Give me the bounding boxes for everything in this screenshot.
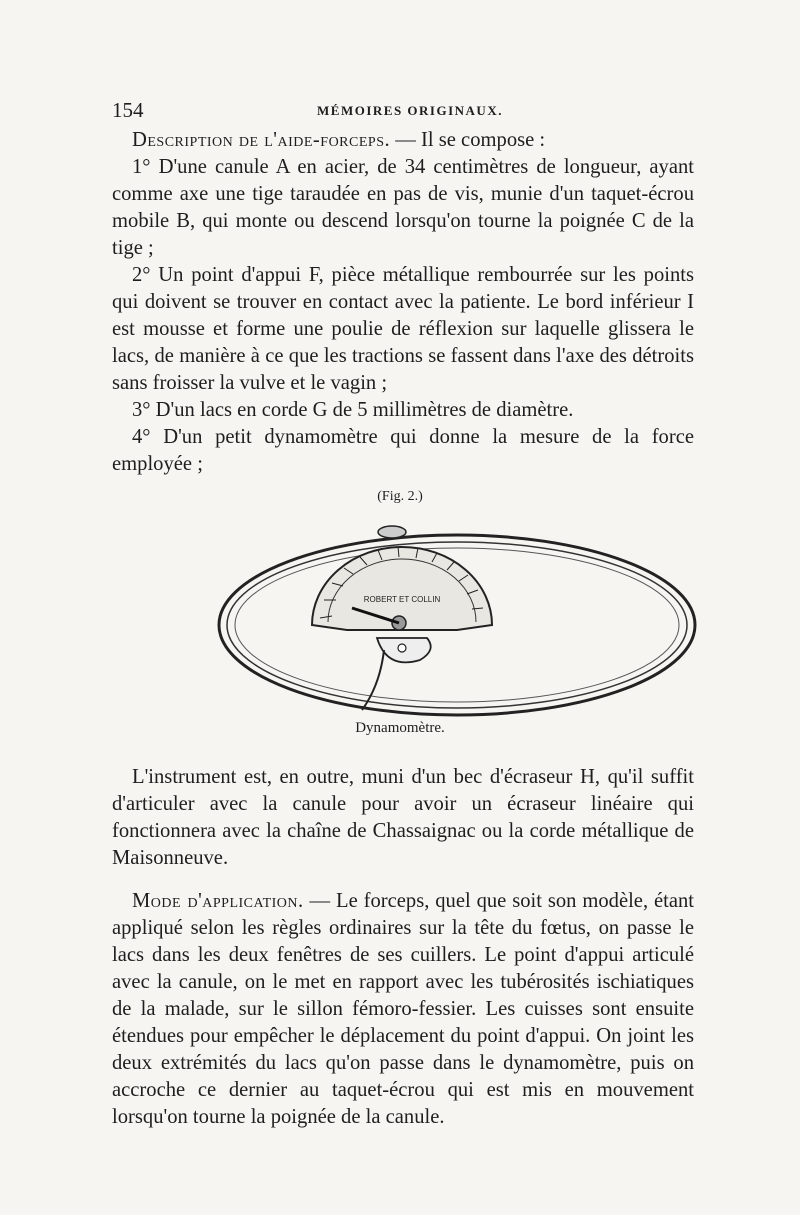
dial-maker-mark: ROBERT ET COLLIN bbox=[363, 595, 441, 604]
dynamometer-drawing bbox=[212, 520, 702, 720]
application-heading: Mode d'application. bbox=[132, 890, 304, 912]
description-item-2: 2° Un point d'appui F, pièce métallique rembourrée sur les points qui doivent se trouver en contact avec la patiente. Le bord inférieur I est mousse et forme une poulie de réflexion sur laquelle glissera le lacs, de manière à ce que les tractions se fassent dans l'axe des détroits sans froisser la vulve et le vagin ; bbox=[112, 264, 694, 394]
application-paragraph bbox=[112, 888, 694, 1131]
description-item-3: 3° D'un lacs en corde G de 5 millimètres de diamètre. bbox=[132, 399, 574, 421]
figure-label: (Fig. 2.) bbox=[377, 489, 423, 504]
description-heading-line bbox=[112, 127, 694, 154]
application-text: — Le forceps, quel que soit son modèle, étant appliqué selon les règles ordinaires sur la tête du fœtus, on passe le lacs dans les deux fenêtres de ses cuillers. Le point d'appui articulé avec la canule, on le met en rapport avec les tubérosités ischiatiques de la malade, sur le sillon fémoro-fessier. Les cuisses sont ensuite étendues pour empêcher le déplacement du point d'appui. On joint les deux extrémités du lacs qu'on passe dans le dynamomètre, puis on accroche ce dernier au taquet-écrou qui est mis en mouvement lorsqu'on tourne la poignée de la canule. bbox=[112, 890, 694, 1128]
running-head bbox=[112, 98, 692, 122]
dynamometer-illustration bbox=[212, 520, 702, 720]
page-number: 154 bbox=[112, 98, 144, 122]
running-title: MÉMOIRES ORIGINAUX. bbox=[317, 103, 503, 118]
ecraseur-section bbox=[112, 764, 694, 872]
ecraseur-paragraph: L'instrument est, en outre, muni d'un bec d'écraseur H, qu'il suffit d'articuler avec la canule pour avoir un écraseur linéaire qui fonctionnera avec la chaîne de Chassaignac ou la corde métallique de Maisonneuve. bbox=[112, 766, 694, 869]
application-section bbox=[112, 888, 694, 1131]
description-item-4: 4° D'un petit dynamomètre qui donne la mesure de la force employée ; bbox=[112, 426, 694, 475]
description-heading: Description de l'aide-forceps. bbox=[132, 129, 391, 151]
description-intro: — Il se compose : bbox=[390, 129, 546, 151]
figure-caption: Dynamomètre. bbox=[355, 720, 445, 736]
description-section bbox=[112, 127, 694, 478]
description-item-1: 1° D'une canule A en acier, de 34 centimètres de longueur, ayant comme axe une tige taraudée en pas de vis, munie d'un taquet-écrou mobile B, qui monte ou descend lorsqu'on tourne la poignée C de la tige ; bbox=[112, 156, 694, 259]
